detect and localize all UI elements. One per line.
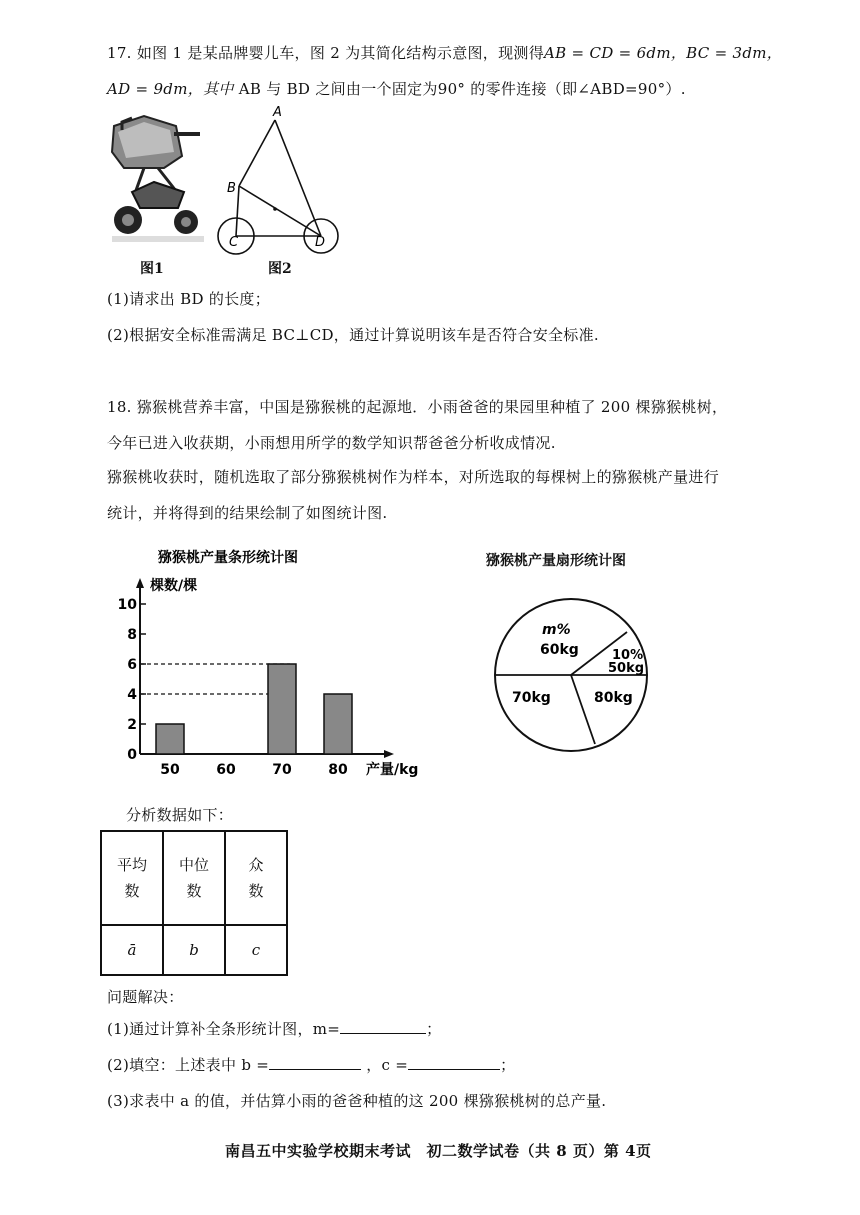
y-tick-label-10: 10 [117, 597, 137, 613]
answer-blank-c[interactable] [408, 1055, 500, 1070]
pie-label-70kg: 70kg [512, 690, 551, 706]
q17-part-2: (2)根据安全标准需满足 BC⊥CD，通过计算说明该车是否符合安全标准. [107, 326, 599, 344]
q18-line-1 [107, 396, 727, 417]
fig2-diagram [215, 102, 345, 262]
q18-part-2: (2)填空：上述表中 b = ，c = ； [107, 1056, 516, 1074]
problem-intro: 问题解决： [107, 988, 184, 1006]
pie-label-60kg: 60kg [540, 642, 579, 658]
q18-line-3: 猕猴桃收获时，随机选取了部分猕猴桃树作为样本，对所选取的每棵树上的猕猴桃产量进行 [107, 468, 720, 486]
value-median: b [163, 925, 225, 975]
q18-part-3: (3)求表中 a 的值，并估算小雨的爸爸种植的这 200 棵猕猴桃树的总产量. [107, 1092, 607, 1110]
value-mean: ā [101, 925, 163, 975]
segment-ad [275, 120, 321, 236]
midpoint-dot [273, 207, 277, 211]
header-median: 中位 数 [163, 831, 225, 925]
x-axis-arrow [384, 750, 394, 758]
pie-annotation-10: 10% [612, 648, 644, 663]
statistics-table [100, 830, 288, 976]
x-tick-label-70: 70 [272, 762, 292, 778]
q18-number: 18. [107, 398, 132, 416]
bar-chart-title: 猕猴桃产量条形统计图 [158, 550, 298, 566]
bar-chart-xlabel: 产量/kg [366, 762, 419, 778]
header-mean: 平均 数 [101, 831, 163, 925]
value-mode: c [225, 925, 287, 975]
analysis-intro: 分析数据如下： [126, 806, 234, 824]
q18-line-2: 今年已进入收获期，小雨想用所学的数学知识帮爸爸分析收成情况. [107, 434, 556, 452]
q17-measurements: AB = CD = 6dm，BC = 3dm， [544, 44, 783, 62]
q18-intro: 猕猴桃营养丰富，中国是猕猴桃的起源地．小雨爸爸的果园里种植了 200 棵猕猴桃树， [136, 398, 728, 416]
q17-intro: 如图 1 是某品牌婴儿车，图 2 为其简化结构示意图，现测得 [136, 44, 545, 62]
y-axis-arrow [136, 578, 144, 588]
bar-chart-ylabel: 棵数/棵 [150, 578, 198, 594]
q17-part-1: (1)请求出 BD 的长度； [107, 290, 271, 308]
pie-chart [490, 594, 652, 756]
answer-blank-b[interactable] [269, 1055, 361, 1070]
y-tick-label-4: 4 [127, 687, 137, 703]
q18-line-4: 统计，并将得到的结果绘制了如图统计图. [107, 504, 388, 522]
q17-number: 17. [107, 44, 132, 62]
header-mode: 众 数 [225, 831, 287, 925]
bar-80 [324, 694, 352, 754]
pie-label-80kg: 80kg [594, 690, 633, 706]
fig1-caption: 图1 [140, 261, 164, 277]
fig2-caption: 图2 [268, 261, 292, 277]
segment-bd [239, 186, 321, 236]
label-a: A [273, 105, 282, 120]
segment-ab [239, 120, 275, 186]
table-value-row [101, 925, 287, 975]
bar-chart [100, 540, 440, 785]
pie-annotation-m: m% [542, 622, 571, 638]
q17-line-2 [107, 78, 686, 99]
bar-50 [156, 724, 184, 754]
answer-blank-m[interactable] [340, 1019, 426, 1034]
label-b: B [227, 181, 236, 196]
bar-70 [268, 664, 296, 754]
pie-label-50kg: 50kg [608, 661, 645, 676]
x-tick-label-60: 60 [216, 762, 236, 778]
label-c: C [229, 235, 239, 250]
stroller-photo [104, 112, 210, 248]
x-tick-label-80: 80 [328, 762, 348, 778]
y-tick-label-0: 0 [127, 747, 137, 763]
segment-bc [236, 186, 239, 236]
y-tick-label-2: 2 [127, 717, 137, 733]
q17-line-1 [107, 42, 782, 63]
page-footer: 南昌五中实验学校期末考试 初二数学试卷（共 8 页）第 4页 [225, 1142, 652, 1160]
y-tick-label-8: 8 [127, 627, 137, 643]
q18-part-1: (1)通过计算补全条形统计图，m= ； [107, 1020, 442, 1038]
y-tick-label-6: 6 [127, 657, 137, 673]
q17-connection: AB 与 BD 之间由一个固定为90° 的零件连接（即∠ABD=90°）. [238, 80, 686, 98]
label-d: D [315, 235, 326, 250]
x-tick-label-50: 50 [160, 762, 180, 778]
q17-ad-length: AD = 9dm，其中 [107, 80, 234, 98]
table-header-row [101, 831, 287, 925]
pie-chart-title: 猕猴桃产量扇形统计图 [486, 553, 626, 569]
